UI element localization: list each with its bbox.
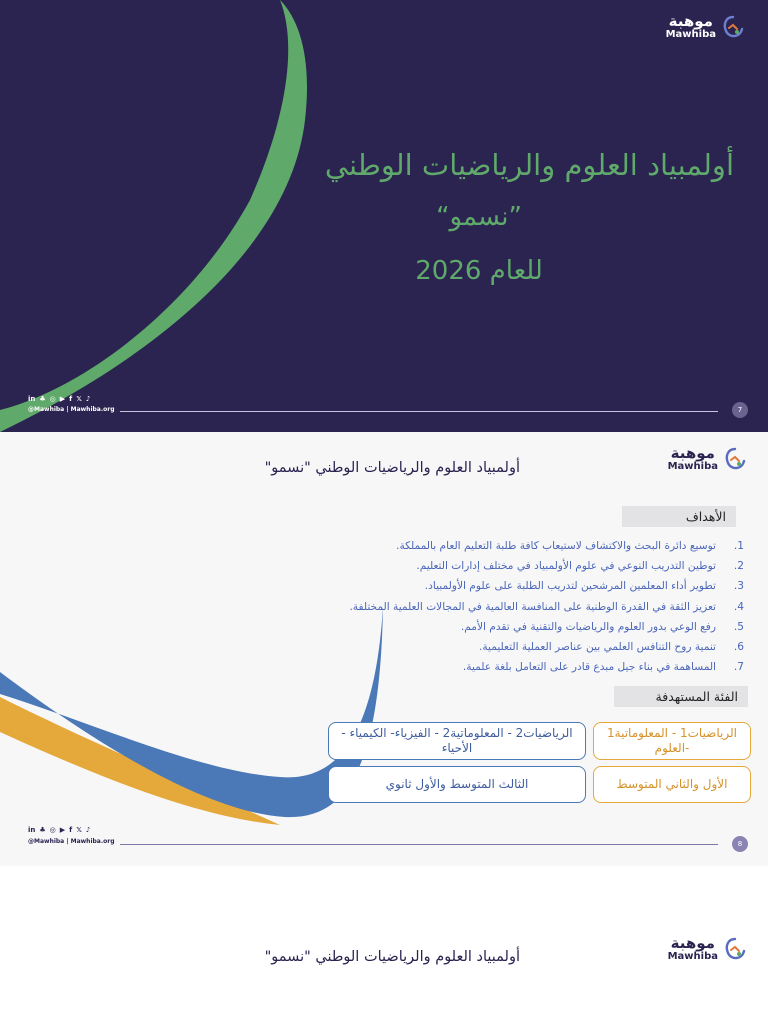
logo-latin-text: Mawhiba (667, 461, 718, 472)
linkedin-icon[interactable]: in (28, 395, 36, 403)
instagram-icon[interactable]: ◎ (49, 826, 56, 834)
linkedin-icon[interactable]: in (28, 826, 36, 834)
goal-item: 2. توطين التدريب النوعي في علوم الأولمبياد في مختلف إدارات التعليم. (416, 560, 744, 573)
youtube-icon[interactable]: ▶ (59, 826, 66, 834)
social-handles: @Mawhiba | Mawhiba.org (28, 838, 115, 845)
instagram-icon[interactable]: ◎ (49, 395, 56, 403)
target-grades-blue: الثالث المتوسط والأول ثانوي (328, 766, 586, 803)
target-subjects-orange: الرياضيات1 - المعلوماتية1 -العلوم (593, 722, 751, 760)
slide-9 (0, 866, 768, 1024)
goal-item: 6. تنمية روح التنافس العلمي بين عناصر العملية التعليمية. (478, 640, 744, 653)
goal-item: 3. تطوير أداء المعلمين المرشحين لتدريب الطلبة على علوم الأولمبياد. (424, 580, 744, 593)
goals-list (274, 536, 744, 677)
logo-latin-text: Mawhiba (667, 951, 718, 962)
footer-divider (120, 844, 718, 845)
social-icons (28, 826, 90, 834)
slide-8 (0, 432, 768, 866)
page-number: 8 (732, 836, 748, 852)
social-handles: @Mawhiba | Mawhiba.org (28, 406, 115, 413)
slide-header-title: أولمبياد العلوم والرياضيات الوطني "نسمو" (264, 460, 520, 476)
slide-header-title: أولمبياد العلوم والرياضيات الوطني "نسمو" (264, 949, 520, 965)
logo-arabic-text: موهبة (668, 12, 713, 30)
facebook-icon[interactable]: f (69, 826, 73, 834)
x-icon[interactable]: 𝕏 (76, 826, 82, 834)
mawhiba-logo (668, 446, 748, 472)
goal-item: 7. المساهمة في بناء جيل مبدع قادر على التعامل بلغة علمية. (462, 661, 744, 674)
goals-heading: الأهداف (622, 506, 736, 527)
social-icons (28, 395, 90, 403)
footer-divider (120, 411, 718, 412)
target-heading: الفئة المستهدفة (614, 686, 748, 707)
mawhiba-logo-icon (722, 446, 748, 472)
youtube-icon[interactable]: ▶ (59, 395, 66, 403)
target-grades-orange: الأول والثاني المتوسط (593, 766, 751, 803)
goal-item: 5. رفع الوعي بدور العلوم والرياضيات والتقنية في تقدم الأمم. (460, 620, 744, 633)
goal-item: 4. تعزيز الثقة في القدرة الوطنية على المنافسة العالمية في المجالات العلمية المختلفة. (349, 600, 744, 613)
slide-year: للعام 2026 (415, 256, 543, 286)
goal-item: 1. توسيع دائرة البحث والاكتشاف لاستيعاب كافة طلبة التعليم العام بالمملكة. (396, 540, 744, 552)
mawhiba-logo-icon (720, 14, 746, 40)
snapchat-icon[interactable]: ♣ (39, 395, 46, 403)
slide-7 (0, 0, 768, 432)
tiktok-icon[interactable]: ♪ (85, 826, 91, 834)
mawhiba-logo-icon (722, 936, 748, 962)
logo-arabic-text: موهبة (670, 934, 715, 952)
logo-arabic-text: موهبة (670, 444, 715, 462)
tiktok-icon[interactable]: ♪ (85, 395, 91, 403)
target-subjects-blue: الرياضيات2 - المعلوماتية2 - الفيزياء- الكيمياء - الأحياء (328, 722, 586, 760)
slide-subtitle: “نسمو” (436, 202, 522, 232)
slide-title: أولمبياد العلوم والرياضيات الوطني (324, 148, 734, 182)
logo-latin-text: Mawhiba (665, 29, 716, 40)
mawhiba-logo (666, 14, 746, 40)
facebook-icon[interactable]: f (69, 395, 73, 403)
x-icon[interactable]: 𝕏 (76, 395, 82, 403)
page-number: 7 (732, 402, 748, 418)
snapchat-icon[interactable]: ♣ (39, 826, 46, 834)
mawhiba-logo (668, 936, 748, 962)
